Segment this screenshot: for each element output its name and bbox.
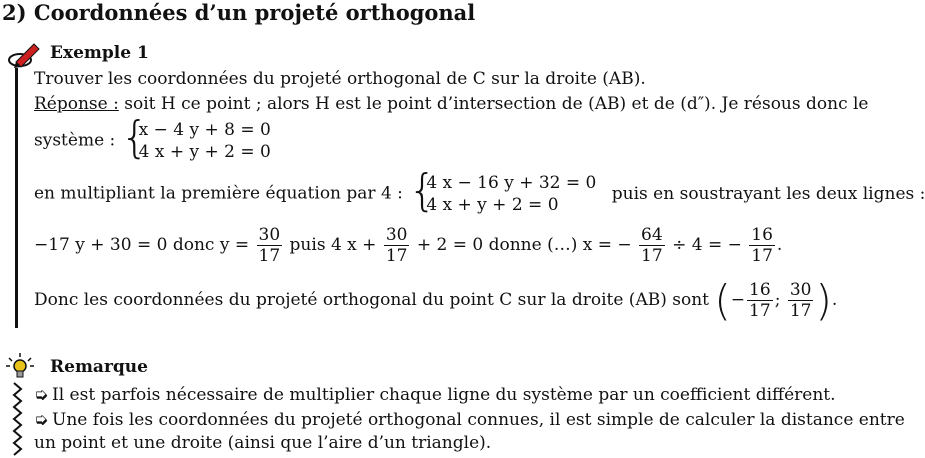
frac-den: 17 <box>258 246 281 266</box>
multiply-text: en multipliant la première équation par 4 : <box>34 183 403 204</box>
remark-heading: Remarque <box>50 357 148 377</box>
hand-arrow-icon: ➭ <box>34 410 49 430</box>
step-b: puis 4 x + <box>289 235 377 255</box>
frac-c <box>639 225 665 266</box>
frac-d <box>749 225 775 266</box>
subtract-text: puis en soustrayant les deux lignes : <box>611 183 925 204</box>
frac-den: 17 <box>641 246 663 266</box>
remark-item-text: Il est parfois nécessaire de multiplier chaque ligne du système par un coefficient différent. <box>52 385 836 405</box>
remark-item <box>34 410 905 430</box>
remark-continuation: un point et une droite (ainsi que l’aire d’un triangle). <box>34 433 492 453</box>
system2-eq2: 4 x + y + 2 = 0 <box>426 195 559 215</box>
example-left-bar <box>15 68 18 328</box>
frac-num: 30 <box>789 280 812 300</box>
frac-num: 64 <box>641 225 663 245</box>
frac-den: 17 <box>385 246 408 266</box>
example-task: Trouver les coordonnées du projeté orthogonal de C sur la droite (AB). <box>34 69 646 89</box>
system1-line <box>34 112 271 163</box>
frac-den: 17 <box>749 301 771 321</box>
system1 <box>120 112 271 163</box>
brace: { <box>408 165 437 216</box>
example-heading: Exemple 1 <box>50 43 149 63</box>
system2 <box>408 165 597 216</box>
system2-eq1: 4 x − 16 y + 32 = 0 <box>426 173 597 193</box>
coord-x-sign: − <box>730 290 746 310</box>
frac-den: 17 <box>751 246 773 266</box>
hand-arrow-icon: ➭ <box>34 385 49 405</box>
answer-line <box>34 94 890 114</box>
zigzag-bar <box>10 383 24 455</box>
frac-num: 16 <box>751 225 773 245</box>
pen-icon <box>6 40 42 70</box>
frac-num: 30 <box>385 225 408 245</box>
solution-line <box>34 225 782 266</box>
step-a: −17 y + 30 = 0 donc y = <box>34 235 250 255</box>
section-title: 2) Coordonnées d’un projeté orthogonal <box>2 0 476 25</box>
remark-item <box>34 385 836 405</box>
coord-y <box>788 280 814 321</box>
frac-num: 30 <box>258 225 281 245</box>
paren-open: ( <box>714 276 731 325</box>
step-end: . <box>776 235 783 255</box>
frac-y <box>257 225 283 266</box>
conclusion-text: Donc les coordonnées du projeté orthogonal du point C sur la droite (AB) sont <box>34 290 709 310</box>
system1-eq2: 4 x + y + 2 = 0 <box>138 142 271 162</box>
coord-x <box>747 280 773 321</box>
system-label: système : <box>34 130 116 151</box>
system1-eq1: x − 4 y + 8 = 0 <box>138 120 271 140</box>
conclusion-line <box>34 276 837 325</box>
coord-sep: ; <box>774 290 781 310</box>
answer-label: Réponse : <box>34 94 119 114</box>
system2-line <box>34 165 925 216</box>
answer-text: soit H ce point ; alors H est le point d’intersection de (AB) et de (d″). Je résous donc le <box>124 94 869 114</box>
frac-den: 17 <box>789 301 812 321</box>
paren-close: ) <box>815 276 832 325</box>
step-d: ÷ 4 = − <box>672 235 742 255</box>
frac-b <box>384 225 410 266</box>
conclusion-end: . <box>831 290 838 310</box>
remark-item-text: Une fois les coordonnées du projeté orthogonal connues, il est simple de calculer la distance entre <box>52 410 905 430</box>
frac-num: 16 <box>749 280 771 300</box>
brace: { <box>120 112 149 163</box>
lightbulb-icon <box>6 352 34 382</box>
step-c: + 2 = 0 donne (…) x = − <box>416 235 632 255</box>
